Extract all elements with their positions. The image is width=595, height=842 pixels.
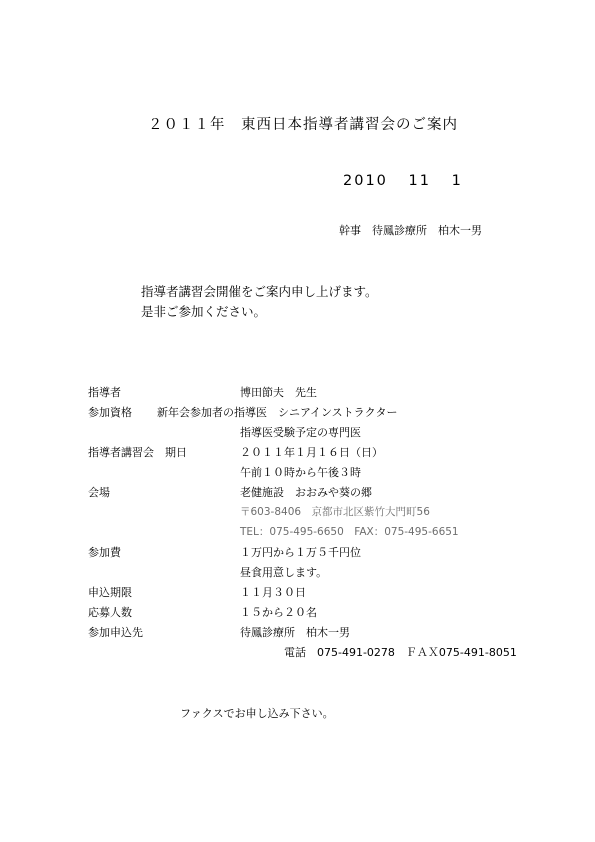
greeting-line-1: 指導者講習会開催をご案内申し上げます。 bbox=[141, 284, 378, 299]
qualification-value-2: 指導医受験予定の専門医 bbox=[240, 426, 361, 439]
capacity-value: １５から２０名 bbox=[240, 606, 317, 619]
footer-note: ファクスでお申し込み下さい。 bbox=[180, 707, 334, 720]
greeting-line-2: 是非ご参加ください。 bbox=[141, 304, 267, 319]
venue-phone: TEL：075-495-6650 FAX：075-495-6651 bbox=[240, 526, 459, 538]
session-date: ２０１１年１月１６日（日） bbox=[240, 446, 383, 459]
venue-label: 会場 bbox=[88, 486, 110, 499]
fee-note: 昼食用意します。 bbox=[240, 566, 328, 579]
qualification-value: 新年会参加者の指導医 シニアインストラクター bbox=[157, 406, 398, 419]
apply-label: 参加申込先 bbox=[88, 626, 143, 639]
fee-value: １万円から１万５千円位 bbox=[240, 546, 361, 559]
deadline-label: 申込期限 bbox=[88, 586, 132, 599]
session-label: 指導者講習会 期日 bbox=[88, 446, 187, 459]
sender: 幹事 待鳳診療所 柏木一男 bbox=[339, 224, 482, 237]
fee-label: 参加費 bbox=[88, 546, 121, 559]
apply-value: 待鳳診療所 柏木一男 bbox=[240, 626, 350, 639]
instructor-label: 指導者 bbox=[88, 386, 121, 399]
capacity-label: 応募人数 bbox=[88, 606, 132, 619]
apply-contact: 電話 075-491-0278 ＦＡＸ075-491-8051 bbox=[284, 646, 517, 659]
deadline-value: １１月３０日 bbox=[240, 586, 306, 599]
venue-address: 〒603-8406 京都市北区紫竹大門町56 bbox=[240, 506, 430, 518]
document-date: 2010 11 1 bbox=[343, 173, 463, 189]
page-title: ２０１１年 東西日本指導者講習会のご案内 bbox=[148, 117, 458, 133]
session-time: 午前１０時から午後３時 bbox=[240, 466, 361, 479]
instructor-value: 博田節夫 先生 bbox=[240, 386, 317, 399]
qualification-label: 参加資格 bbox=[88, 406, 132, 419]
venue-name: 老健施設 おおみや葵の郷 bbox=[240, 486, 372, 499]
